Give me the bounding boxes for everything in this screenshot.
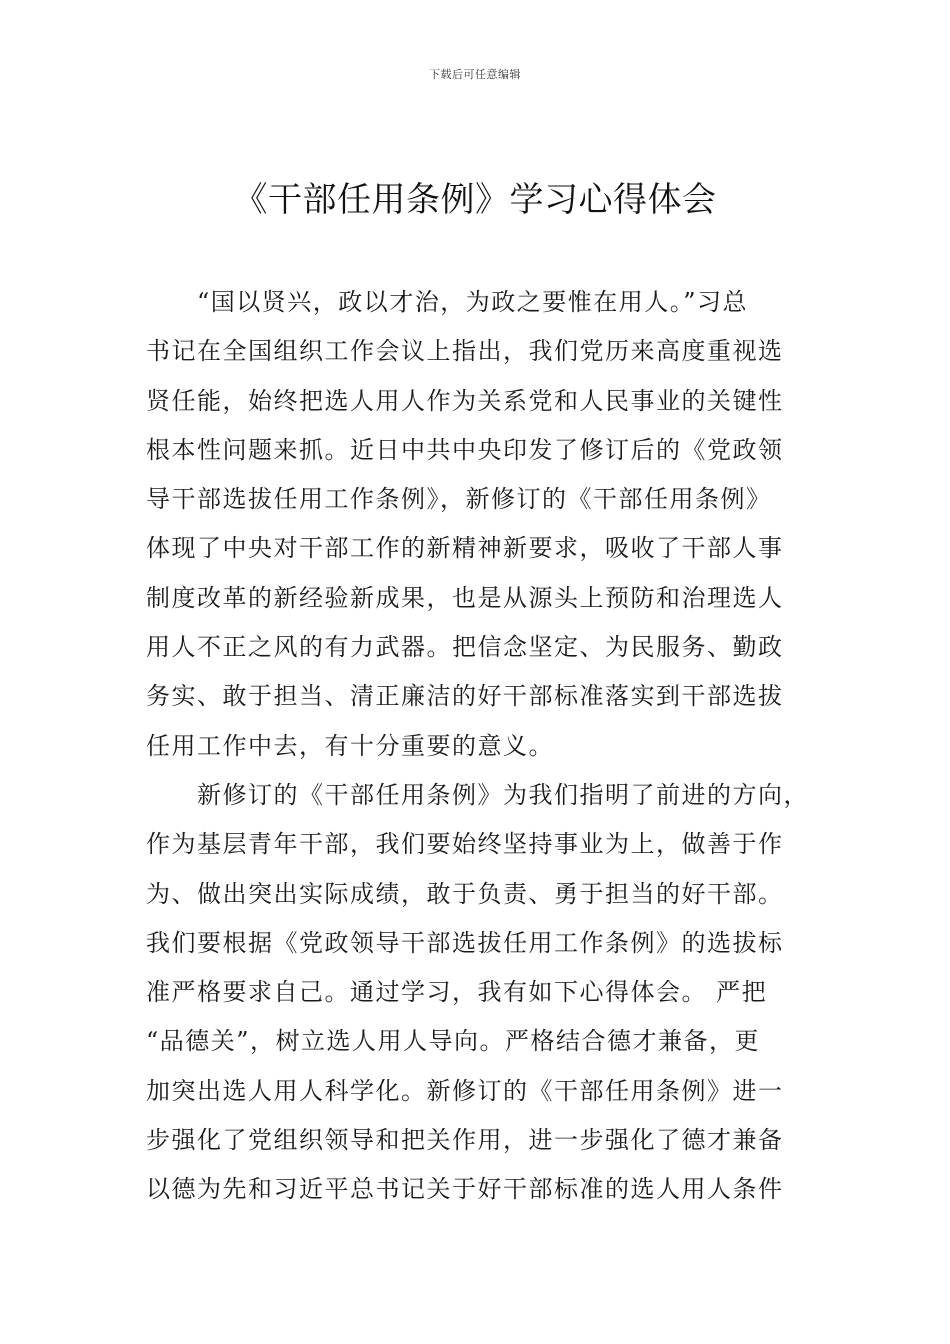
text-line: 加突出选人用人科学化。新修订的《干部任用条例》进一 — [146, 1076, 784, 1105]
paragraph-2 — [146, 771, 809, 1215]
text-line: 导干部选拔任用工作条例》，新修订的《干部任用条例》 — [146, 485, 772, 514]
text-line: 为、做出突出实际成绩，敢于负责、勇于担当的好干部。 — [146, 879, 784, 908]
text-line: 步强化了党组织领导和把关作用，进一步强化了德才兼备 — [146, 1126, 784, 1155]
header-note: 下载后可任意编辑 — [429, 68, 521, 81]
document-title: 《干部任用条例》学习心得体会 — [233, 180, 717, 220]
text-line: 制度改革的新经验新成果，也是从源头上预防和治理选人 — [146, 583, 784, 612]
text-line: 书记在全国组织工作会议上指出，我们党历来高度重视选 — [146, 337, 784, 366]
text-line: 新修订的《干部任用条例》为我们指明了前进的方向， — [197, 780, 809, 809]
text-line: 作为基层青年干部，我们要始终坚持事业为上，做善于作 — [146, 830, 784, 859]
text-line: 根本性问题来抓。近日中共中央印发了修订后的《党政领 — [146, 435, 784, 464]
text-line: 用人不正之风的有力武器。把信念坚定、为民服务、勤政 — [146, 633, 784, 662]
text-line: “品德关”，树立选人用人导向。严格结合德才兼备，更 — [146, 1027, 761, 1056]
text-line: 准严格要求自己。通过学习，我有如下心得体会。 严把 — [146, 978, 768, 1007]
paragraph-1 — [146, 278, 806, 771]
text-line: “国以贤兴，政以才治，为政之要惟在用人。”习总 — [197, 288, 749, 316]
text-line: 任用工作中去，有十分重要的意义。 — [146, 731, 554, 760]
text-line: 体现了中央对干部工作的新精神新要求，吸收了干部人事 — [146, 534, 784, 563]
text-line: 贤任能，始终把选人用人作为关系党和人民事业的关键性 — [146, 386, 784, 415]
text-line: 以德为先和习近平总书记关于好干部标准的选人用人条件 — [146, 1175, 784, 1204]
document-body — [146, 278, 809, 1215]
text-line: 务实、敢于担当、清正廉洁的好干部标准落实到干部选拔 — [146, 682, 784, 711]
text-line: 我们要根据《党政领导干部选拔任用工作条例》的选拔标 — [146, 928, 784, 957]
